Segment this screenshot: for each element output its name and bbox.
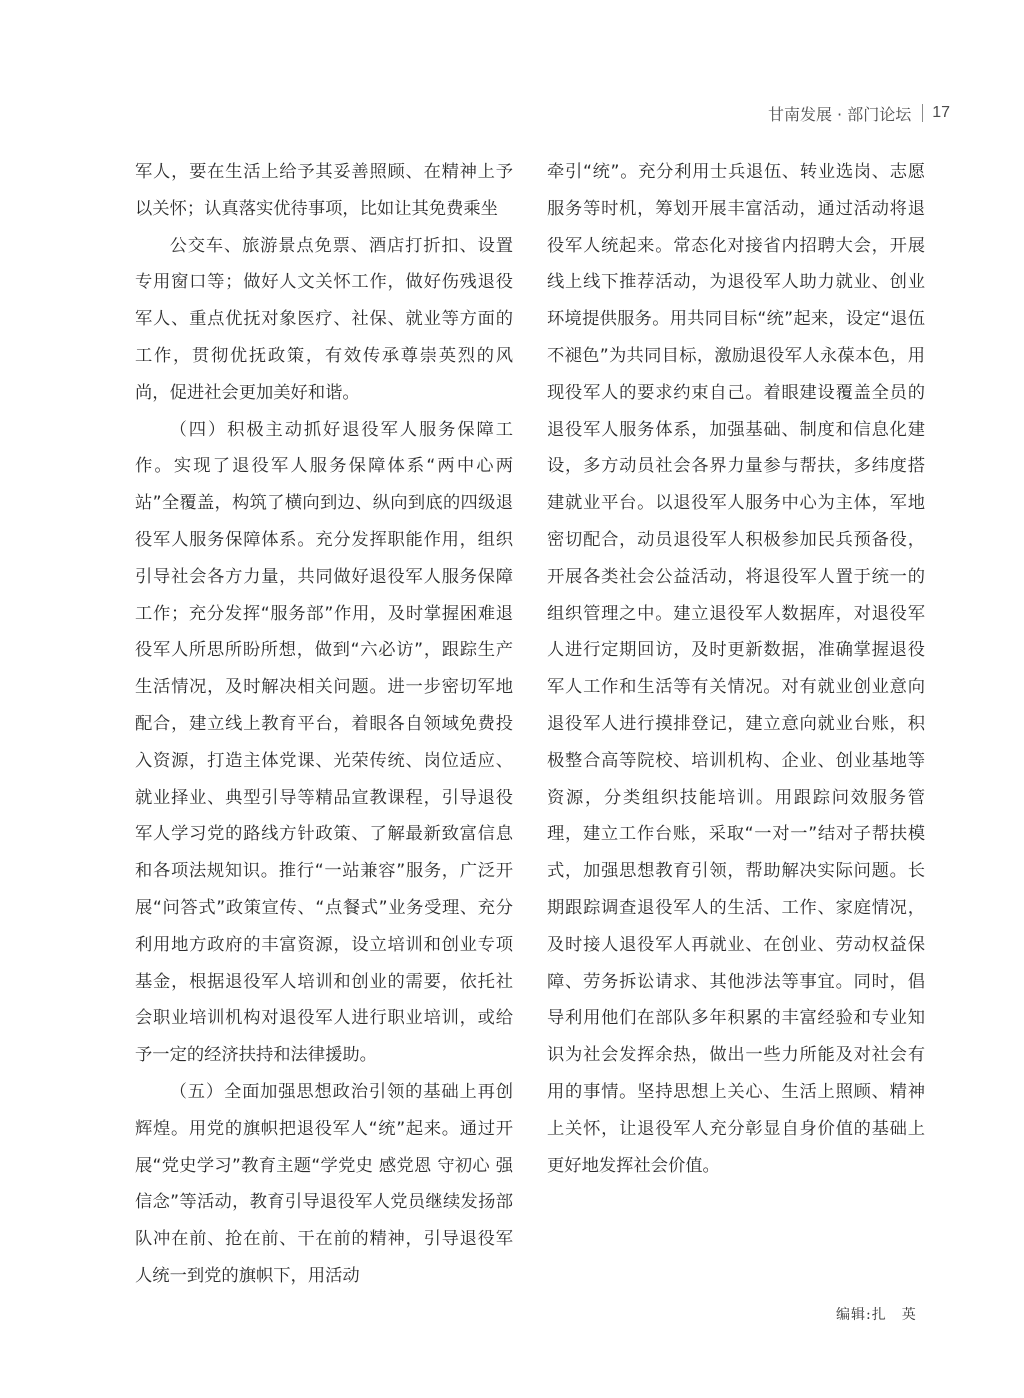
section-title: 甘南发展 · 部门论坛 — [767, 104, 912, 124]
editor-credit: 编辑:扎 英 — [836, 1307, 917, 1323]
paragraph: 公交车、旅游景点免票、酒店打折扣、设置专用窗口等；做好人文关怀工作，做好伤残退役军人、重点优抚对象医疗、社保、就业等方面的工作，贯彻优抚政策，有效传承尊崇英烈的风尚，促进社会更加美好和谐。 — [135, 235, 513, 403]
header-divider — [922, 104, 923, 122]
page-number: 17 — [932, 104, 950, 121]
paragraph: （四）积极主动抓好退役军人服务保障工作。实现了退役军人服务保障体系“两中心两站”全覆盖，构筑了横向到边、纵向到底的四级退役军人服务保障体系。充分发挥职能作用，组织引导社会各方力量，共同做好退役军人服务保障工作；充分发挥“服务部”作用，及时掌握困难退役军人所思所盼所想，做到“六必访”，跟踪生产生活情况，及时解决相关问题。进一步密切军地配合，建立线上教育平台，着眼各自领域免费投入资源，打造主体党课、光荣传统、岗位适应、就业择业、典型引导等精品宣教课程，引导退役军人学习党的路线方针政策、了解最新致富信息和各项法规知识。推行“一站兼容”服务，广泛开展“问答式”政策宣传、“点餐式”业务受理、充分利用地方政府的丰富资源，设立培训和创业专项基金，根据退役军人培训和创业的需要，依托社会职业培训机构对退役军人进行职业培训，或给予一定的经济扶持和法律援助。 — [135, 419, 513, 1066]
paragraph: 牵引“统”。充分利用士兵退伍、转业选岗、志愿服务等时机，筹划开展丰富活动，通过活动将退役军人统起来。常态化对接省内招聘大会，开展线上线下推荐活动，为退役军人助力就业、创业环境提供服务。用共同目标“统”起来，设定“退伍不褪色”为共同目标，激励退役军人永葆本色，用现役军人的要求约束自己。着眼建设覆盖全员的退役军人服务体系，加强基础、制度和信息化建设，多方动员社会各界力量参与帮扶，多纬度搭建就业平台。以退役军人服务中心为主体，军地密切配合，动员退役军人积极参加民兵预备役，开展各类社会公益活动，将退役军人置于统一的组织管理之中。建立退役军人数据库，对退役军人进行定期回访，及时更新数据，准确掌握退役军人工作和生活等有关情况。对有就业创业意向退役军人进行摸排登记，建立意向就业台账，积极整合高等院校、培训机构、企业、创业基地等资源，分类组织技能培训。用跟踪问效服务管理，建立工作台账，采取“一对一”结对子帮扶模式，加强思想教育引领，帮助解决实际问题。长期跟踪调查退役军人的生活、工作、家庭情况，及时接人退役军人再就业、在创业、劳动权益保障、劳务拆讼请求、其他涉法等事宜。同时，倡导利用他们在部队多年积累的丰富经验和专业知识为社会发挥余热，做出一些力所能及对社会有用的事情。坚持思想上关心、生活上照顾、精神上关怀，让退役军人充分彰显自身价值的基础上更好地发挥社会价值。 — [547, 162, 925, 1176]
left-column — [135, 154, 513, 1295]
paragraph: （五）全面加强思想政治引领的基础上再创辉煌。用党的旗帜把退役军人“统”起来。通过开展“党史学习”教育主题“学党史 感党恩 守初心 强信念”等活动，教育引导退役军人党员继续发扬部队冲在前、抢在前、干在前的精神，引导退役军人统一到党的旗帜下，用活动 — [135, 1081, 513, 1286]
paragraph: 军人，要在生活上给予其妥善照顾、在精神上予以关怀；认真落实优待事项，比如让其免费乘坐 — [135, 162, 513, 219]
running-header — [768, 100, 950, 126]
right-column — [547, 154, 925, 1184]
